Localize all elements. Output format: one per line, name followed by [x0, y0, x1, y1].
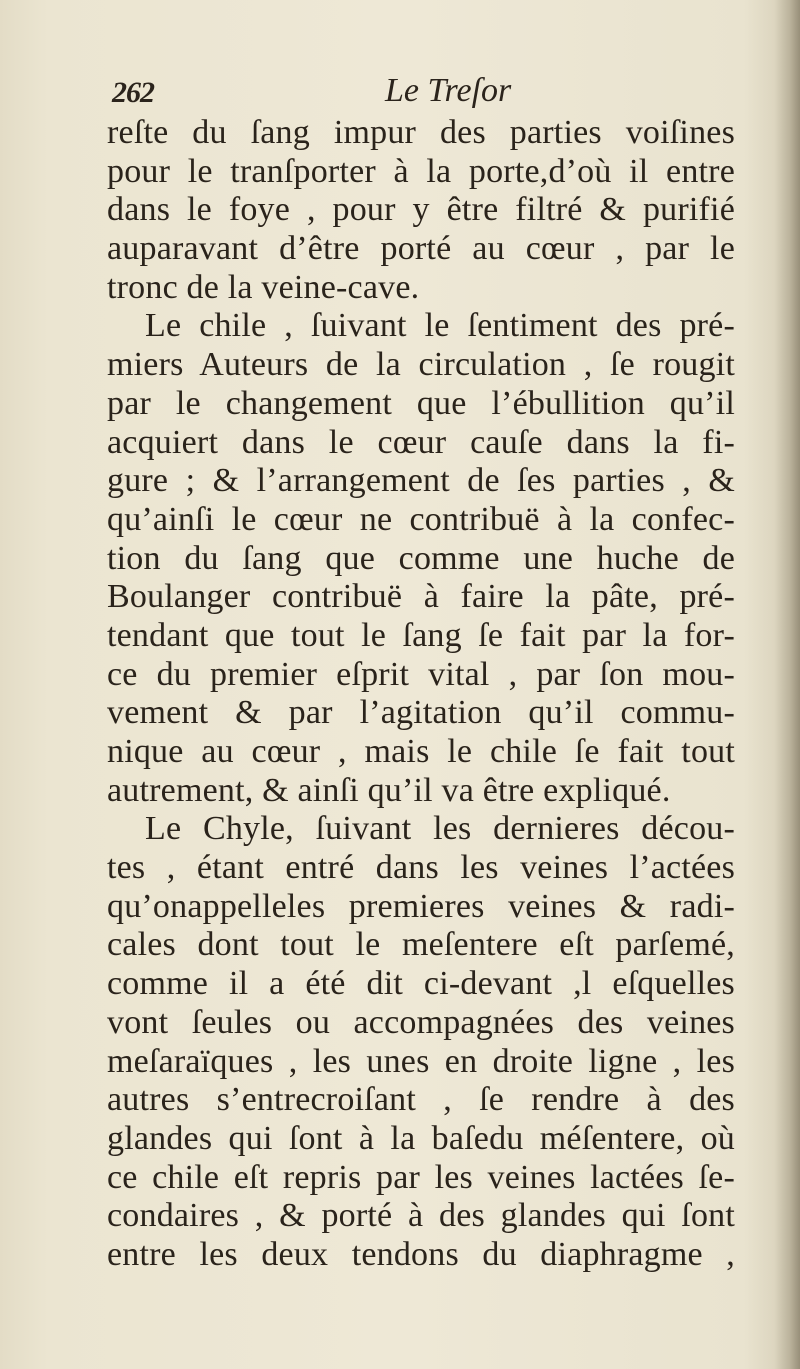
text-line: condaires , & porté à des glandes qui ſont: [107, 1197, 735, 1235]
running-title: Le Treſor: [385, 72, 512, 109]
text-line: ce chile eſt repris par les veines lactées ſe-: [107, 1158, 735, 1196]
page-edge-shadow: [774, 0, 800, 1369]
text-line: tion du ſang que comme une huche de: [107, 539, 735, 577]
text-line: acquiert dans le cœur cauſe dans la fi-: [107, 423, 735, 461]
body-text: [107, 114, 735, 1275]
text-line: qu’ainſi le cœur ne contribuë à la confec-: [107, 500, 735, 538]
text-line: vement & par l’agitation qu’il commu-: [107, 694, 735, 732]
text-line: qu’onappelleles premieres veines & radi-: [107, 887, 735, 925]
text-line: comme il a été dit ci-devant ,l eſquelles: [107, 965, 735, 1003]
text-line: entre les deux tendons du diaphragme ,: [107, 1235, 735, 1273]
text-line: reſte du ſang impur des parties voiſines: [107, 114, 735, 151]
text-line: tes , étant entré dans les veines l’actées: [107, 849, 735, 887]
text-line: par le changement que l’ébullition qu’il: [107, 384, 735, 422]
text-line: Le Chyle, ſuivant les dernieres décou-: [145, 810, 735, 848]
text-line: autrement, & ainſi qu’il va être expliqué.: [107, 771, 671, 809]
text-line: pour le tranſporter à la porte,d’où il entre: [107, 152, 735, 190]
text-line: gure ; & l’arrangement de ſes parties , &: [107, 462, 735, 500]
text-line: nique au cœur , mais le chile ſe fait tout: [107, 733, 735, 770]
text-line: tronc de la veine-cave.: [107, 268, 420, 306]
text-line: glandes qui ſont à la baſedu méſentere, où: [107, 1119, 735, 1157]
text-line: meſaraïques , les unes en droite ligne , les: [107, 1042, 735, 1080]
text-line: Boulanger contribuë à faire la pâte, pré-: [107, 578, 735, 616]
page-header: [100, 70, 740, 114]
text-line: Le chile , ſuivant le ſentiment des pré-: [145, 307, 735, 345]
page-number: 262: [112, 76, 154, 109]
text-line: vont ſeules ou accompagnées des veines: [107, 1003, 735, 1041]
text-line: auparavant d’être porté au cœur , par le: [107, 230, 735, 268]
text-line: miers Auteurs de la circulation , ſe rougit: [107, 346, 735, 384]
text-line: cales dont tout le meſentere eſt parſemé,: [107, 926, 735, 964]
text-line: autres s’entrecroiſant , ſe rendre à des: [107, 1081, 735, 1119]
text-line: dans le foye , pour y être filtré & purifié: [107, 191, 735, 229]
text-line: tendant que tout le ſang ſe fait par la for-: [107, 616, 735, 654]
text-line: ce du premier eſprit vital , par ſon mou-: [107, 655, 735, 693]
